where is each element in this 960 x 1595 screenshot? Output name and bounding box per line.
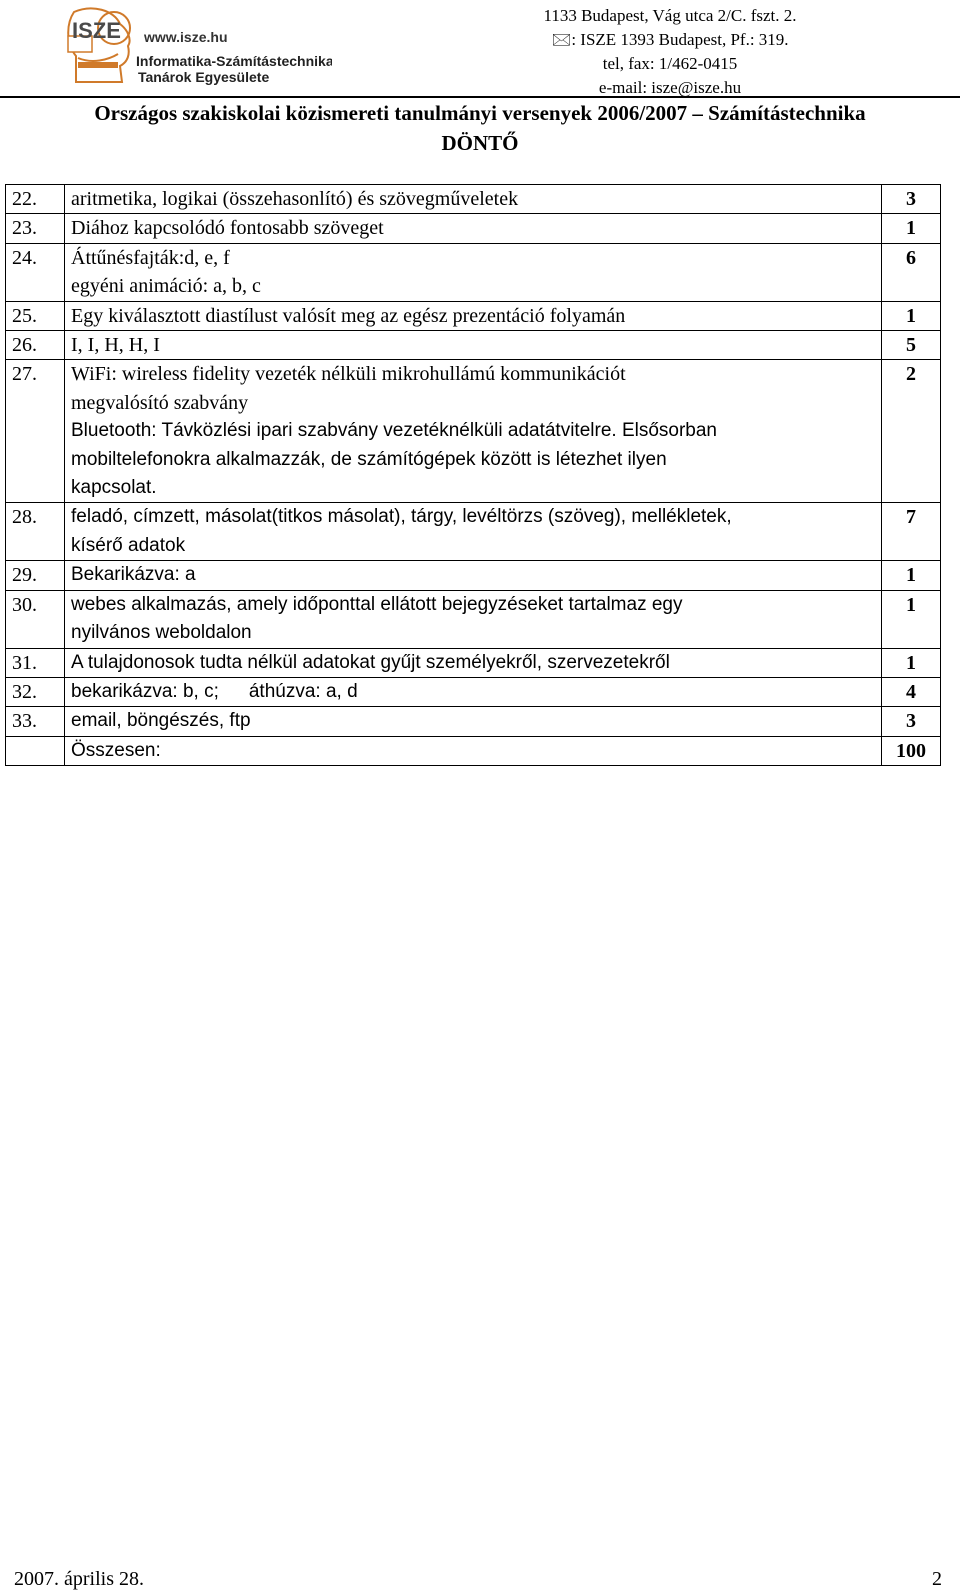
answer-line: Áttűnésfajták:d, e, f — [71, 246, 230, 269]
row-points: 1 — [882, 590, 941, 648]
row-points: 3 — [882, 707, 941, 736]
table-row — [6, 360, 941, 503]
table-row — [6, 214, 941, 243]
table-row — [6, 301, 941, 330]
logo-mark-text: ISZE — [72, 18, 121, 43]
address-street: 1133 Budapest, Vág utca 2/C. fszt. 2. — [543, 6, 797, 25]
row-answer — [65, 331, 882, 360]
answer-line: Diához kapcsolódó fontosabb szöveget — [71, 217, 384, 240]
row-points: 6 — [882, 243, 941, 301]
table-row — [6, 590, 941, 648]
page-title — [0, 98, 960, 158]
table-row — [6, 648, 941, 677]
total-points: 100 — [882, 736, 941, 765]
row-answer — [65, 243, 882, 301]
row-points: 1 — [882, 214, 941, 243]
logo-site-text: www.isze.hu — [144, 29, 228, 45]
row-number: 27. — [6, 360, 65, 503]
row-answer — [65, 590, 882, 648]
row-answer — [65, 677, 882, 706]
row-number: 33. — [6, 707, 65, 736]
row-answer — [65, 301, 882, 330]
row-answer — [65, 503, 882, 561]
row-points: 3 — [882, 185, 941, 214]
total-row — [6, 736, 941, 765]
table-row — [6, 185, 941, 214]
title-line-2: DÖNTŐ — [441, 131, 519, 155]
row-answer — [65, 561, 882, 590]
row-answer — [65, 707, 882, 736]
row-number: 22. — [6, 185, 65, 214]
row-number: 28. — [6, 503, 65, 561]
row-points: 1 — [882, 301, 941, 330]
answer-part-circled: bekarikázva: b, c; — [71, 680, 219, 702]
answer-line: Egy kiválasztott diastílust valósít meg az egész prezentáció folyamán — [71, 304, 626, 327]
row-answer — [65, 648, 882, 677]
answer-line: feladó, címzett, másolat(titkos másolat), tárgy, levéltörzs (szöveg), mellékletek, — [71, 506, 732, 528]
row-number: 26. — [6, 331, 65, 360]
answer-line: egyéni animáció: a, b, c — [71, 275, 261, 298]
row-points: 4 — [882, 677, 941, 706]
answer-line: email, böngészés, ftp — [71, 710, 251, 732]
logo-org-line1: Informatika-Számítástechnika — [136, 53, 332, 69]
row-number: 24. — [6, 243, 65, 301]
table-row — [6, 561, 941, 590]
address-postal-text: : ISZE 1393 Budapest, Pf.: 319. — [571, 30, 789, 49]
answer-line: WiFi: wireless fidelity vezeték nélküli mikrohullámú kommunikációt — [71, 363, 626, 386]
answer-line: kapcsolat. — [71, 477, 157, 499]
row-number: 29. — [6, 561, 65, 590]
address-phone: tel, fax: 1/462-0415 — [602, 54, 738, 73]
address-postal — [500, 28, 840, 52]
logo-org-line2: Tanárok Egyesülete — [138, 69, 270, 85]
footer-date: 2007. április 28. — [14, 1568, 144, 1590]
answer-key-table — [5, 184, 941, 766]
answer-line: megvalósító szabvány — [71, 391, 249, 414]
row-number: 31. — [6, 648, 65, 677]
row-number: 25. — [6, 301, 65, 330]
answer-line: mobiltelefonokra alkalmazzák, de számítógépek között is létezhet ilyen — [71, 448, 667, 470]
table-row — [6, 503, 941, 561]
contact-address — [500, 4, 840, 100]
row-points: 1 — [882, 561, 941, 590]
isze-logo — [62, 0, 332, 92]
answer-line: Bluetooth: Távközlési ipari szabvány vezetéknélküli adatátvitelre. Elsősorban — [71, 420, 717, 442]
row-number: 30. — [6, 590, 65, 648]
title-line-1: Országos szakiskolai közismereti tanulmányi versenyek 2006/2007 – Számítástechnika — [94, 101, 866, 125]
answer-line: kísérő adatok — [71, 534, 186, 556]
envelope-icon: 🖂 — [551, 30, 572, 49]
table-row — [6, 331, 941, 360]
table-row — [6, 677, 941, 706]
row-points: 1 — [882, 648, 941, 677]
answer-part-crossed: áthúzva: a, d — [248, 680, 358, 702]
table-row — [6, 707, 941, 736]
row-points: 7 — [882, 503, 941, 561]
row-points: 5 — [882, 331, 941, 360]
answer-line: A tulajdonosok tudta nélkül adatokat gyűjt személyekről, szervezetekről — [71, 651, 670, 673]
row-answer — [65, 214, 882, 243]
address-email: e-mail: isze@isze.hu — [598, 78, 742, 97]
row-points: 2 — [882, 360, 941, 503]
isze-logo-graphic — [62, 0, 332, 92]
row-number: 32. — [6, 677, 65, 706]
answer-line: nyilvános weboldalon — [71, 622, 252, 644]
total-number-cell — [6, 736, 65, 765]
page-number: 2 — [932, 1568, 942, 1590]
row-answer — [65, 360, 882, 503]
answer-line: I, I, H, H, I — [71, 334, 160, 357]
answer-line: aritmetika, logikai (összehasonlító) és szövegműveletek — [71, 188, 519, 210]
answer-line: Bekarikázva: a — [71, 564, 196, 586]
table-row — [6, 243, 941, 301]
row-number: 23. — [6, 214, 65, 243]
answer-line: webes alkalmazás, amely időponttal ellátott bejegyzéseket tartalmaz egy — [71, 593, 683, 615]
row-answer — [65, 185, 882, 214]
total-label: Összesen: — [65, 736, 882, 765]
